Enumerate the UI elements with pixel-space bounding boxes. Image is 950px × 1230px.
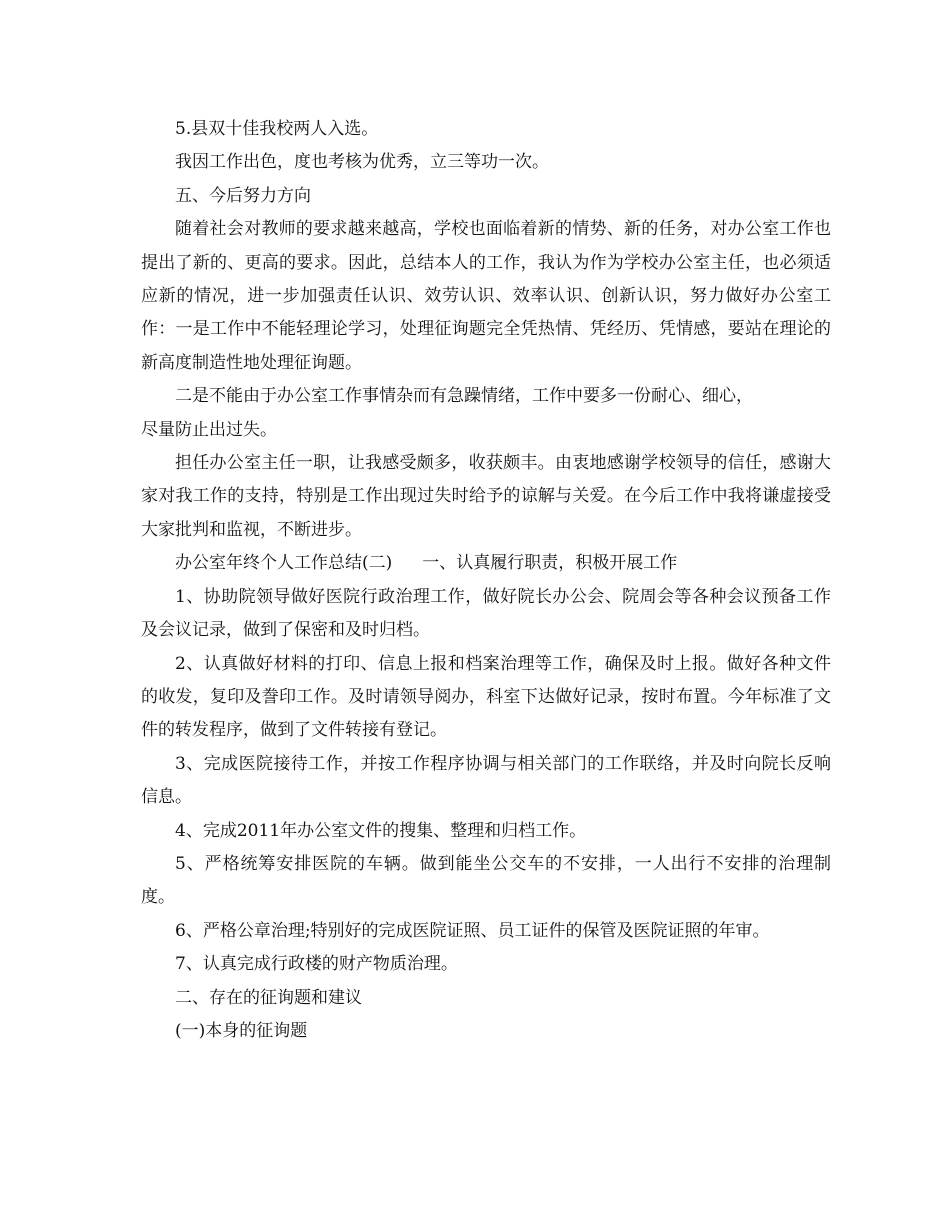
paragraph-10: 3、完成医院接待工作，并按工作程序协调与相关部门的工作联络，并及时向院长反响信息。 — [141, 753, 831, 808]
paragraph-2: 我因工作出色，度也考核为优秀，立三等功一次。 — [175, 152, 549, 173]
paragraph-4: 随着社会对教师的要求越来越高，学校也面临着新的情势、新的任务，对办公室工作也提出了新的、更高的要求。因此，总结本人的工作，我认为作为学校办公室主任，也必须适应新的情况，进一步加强责任认识、效劳认识、效率认识、创新认识，努力做好办公室工作：一是工作中不能轻理论学习，处理征询题完全凭热情、凭经历、凭情感，要站在理论的新高度制造性地处理征询题。 — [141, 219, 831, 373]
document-body — [141, 113, 831, 1048]
paragraph-15: 二、存在的征询题和建议 — [175, 987, 362, 1008]
paragraph-5: 二是不能由于办公室工作事情杂而有急躁情绪，工作中要多一份耐心、细心， — [175, 386, 753, 407]
section-heading — [141, 547, 831, 580]
paragraph-3: 五、今后努力方向 — [175, 185, 311, 206]
paragraph-13: 6、严格公章治理;特别好的完成医院证照、员工证件的保管及医院证照的年审。 — [175, 920, 770, 941]
section-title: 办公室年终个人工作总结(二) — [175, 553, 393, 574]
paragraph-9: 2、认真做好材料的打印、信息上报和档案治理等工作，确保及时上报。做好各种文件的收发，复印及誊印工作。及时请领导阅办，科室下达做好记录，按时布置。今年标准了文件的转发程序，做到了文件转接有登记。 — [141, 653, 831, 741]
paragraph-11: 4、完成2011年办公室文件的搜集、整理和归档工作。 — [175, 820, 587, 841]
paragraph-6: 尽量防止出过失。 — [141, 419, 277, 440]
paragraph-14: 7、认真完成行政楼的财产物质治理。 — [175, 954, 458, 975]
paragraph-7: 担任办公室主任一职，让我感受颇多，收获颇丰。由衷地感谢学校领导的信任，感谢大家对我工作的支持，特别是工作出现过失时给予的谅解与关爱。在今后工作中我将谦虚接受大家批判和监视，不断进步。 — [141, 453, 831, 540]
paragraph-8: 1、协助院领导做好医院行政治理工作，做好院长办公会、院周会等各种会议预备工作及会议记录，做到了保密和及时归档。 — [141, 586, 831, 641]
paragraph-12: 5、严格统筹安排医院的车辆。做到能坐公交车的不安排，一人出行不安排的治理制度。 — [141, 853, 831, 908]
paragraph-1: 5.县双十佳我校两人入选。 — [175, 119, 379, 139]
paragraph-16: (一)本身的征询题 — [175, 1020, 308, 1041]
section-first-item: 一、认真履行职责，积极开展工作 — [422, 553, 678, 574]
